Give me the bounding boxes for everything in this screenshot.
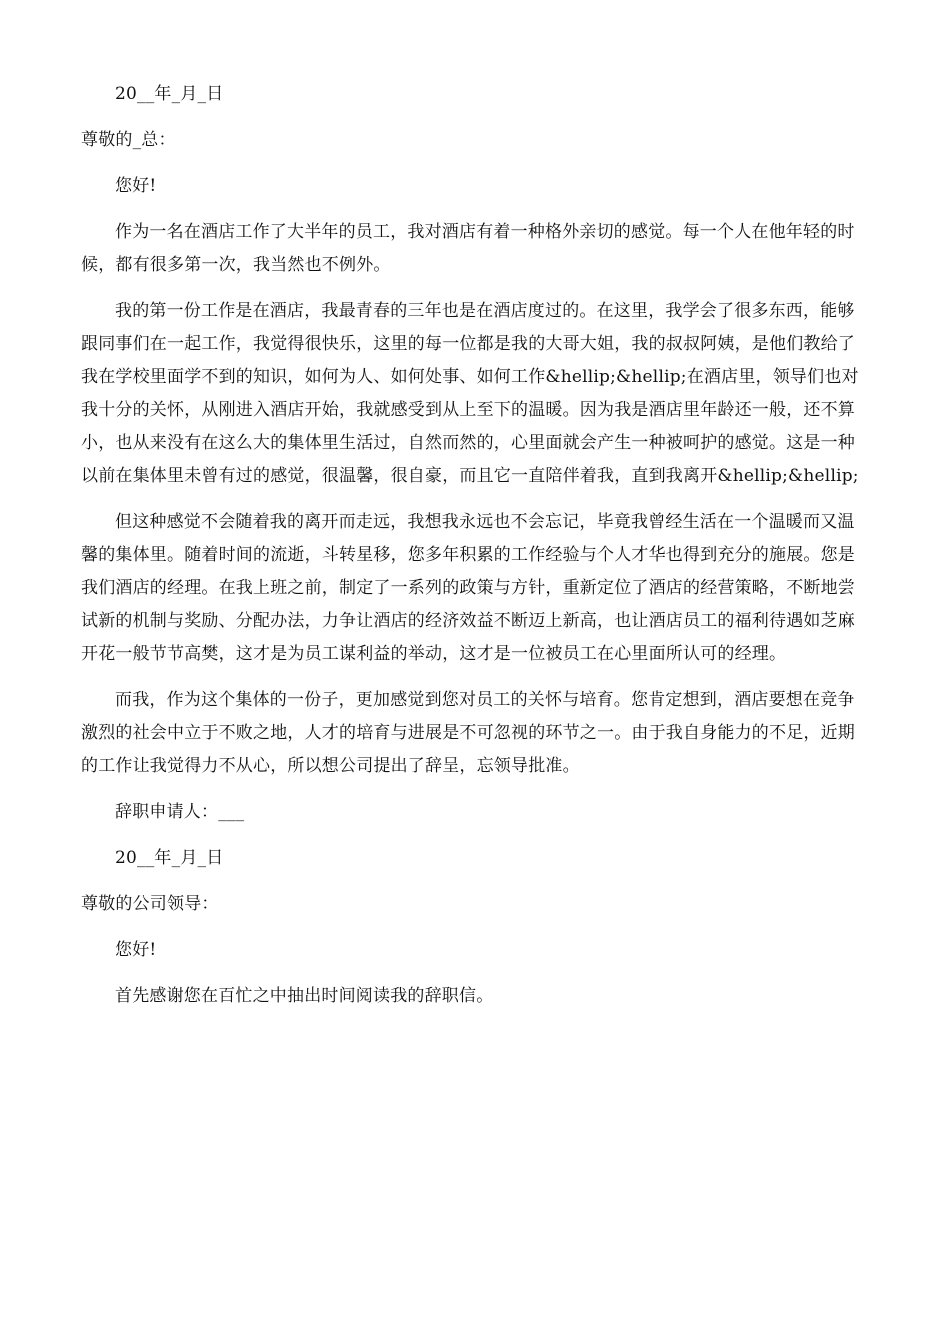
greeting-2: 您好! <box>115 940 157 960</box>
body-paragraph-2: 我的第一份工作是在酒店，我最青春的三年也是在酒店度过的。在这里，我学会了很多东西，能够跟同事们在一起工作，我觉得很快乐，这里的每一位都是我的大哥大姐，我的叔叔阿姨，是他们教给了我在学校里面学不到的知识，如何为人、如何处事、如何工作&hellip;&hellip;在酒店里，领导们也对我十分的关怀，从刚进入酒店开始，我就感受到从上至下的温暖。因为我是酒店里年龄还一般，还不算小，也从来没有在这么大的集体里生活过，自然而然的，心里面就会产生一种被呵护的感觉。这是一种以前在集体里未曾有过的感觉，很温馨，很自豪，而且它一直陪伴着我，直到我离开&hellip;&hellip; <box>81 301 859 486</box>
signature-line: 辞职申请人：___ <box>115 802 245 822</box>
body-paragraph-1: 作为一名在酒店工作了大半年的员工，我对酒店有着一种格外亲切的感觉。每一个人在他年轻的时候，都有很多第一次，我当然也不例外。 <box>81 222 855 275</box>
salutation: 尊敬的_总： <box>81 130 176 150</box>
date-line: 20__年_月_日 <box>115 84 224 104</box>
body-paragraph-3: 但这种感觉不会随着我的离开而走远，我想我永远也不会忘记，毕竟我曾经生活在一个温暖而又温馨的集体里。随着时间的流逝，斗转星移，您多年积累的工作经验与个人才华也得到充分的施展。您是我们酒店的经理。在我上班之前，制定了一系列的政策与方针，重新定位了酒店的经营策略，不断地尝试新的机制与奖励、分配办法，力争让酒店的经济效益不断迈上新高，也让酒店员工的福利待遇如芝麻开花一般节节高樊，这才是为员工谋利益的举动，这才是一位被员工在心里面所认可的经理。 <box>81 512 855 664</box>
letter-body <box>81 78 861 1026</box>
body-paragraph-4: 而我，作为这个集体的一份子，更加感觉到您对员工的关怀与培育。您肯定想到，酒店要想在竞争激烈的社会中立于不败之地，人才的培育与进展是不可忽视的环节之一。由于我自身能力的不足，近期的工作让我觉得力不从心，所以想公司提出了辞呈，忘领导批准。 <box>81 690 855 776</box>
body-paragraph-5: 首先感谢您在百忙之中抽出时间阅读我的辞职信。 <box>115 986 494 1006</box>
date-line-2: 20__年_月_日 <box>115 848 224 868</box>
salutation-2: 尊敬的公司领导： <box>81 894 219 914</box>
greeting: 您好! <box>115 176 157 196</box>
